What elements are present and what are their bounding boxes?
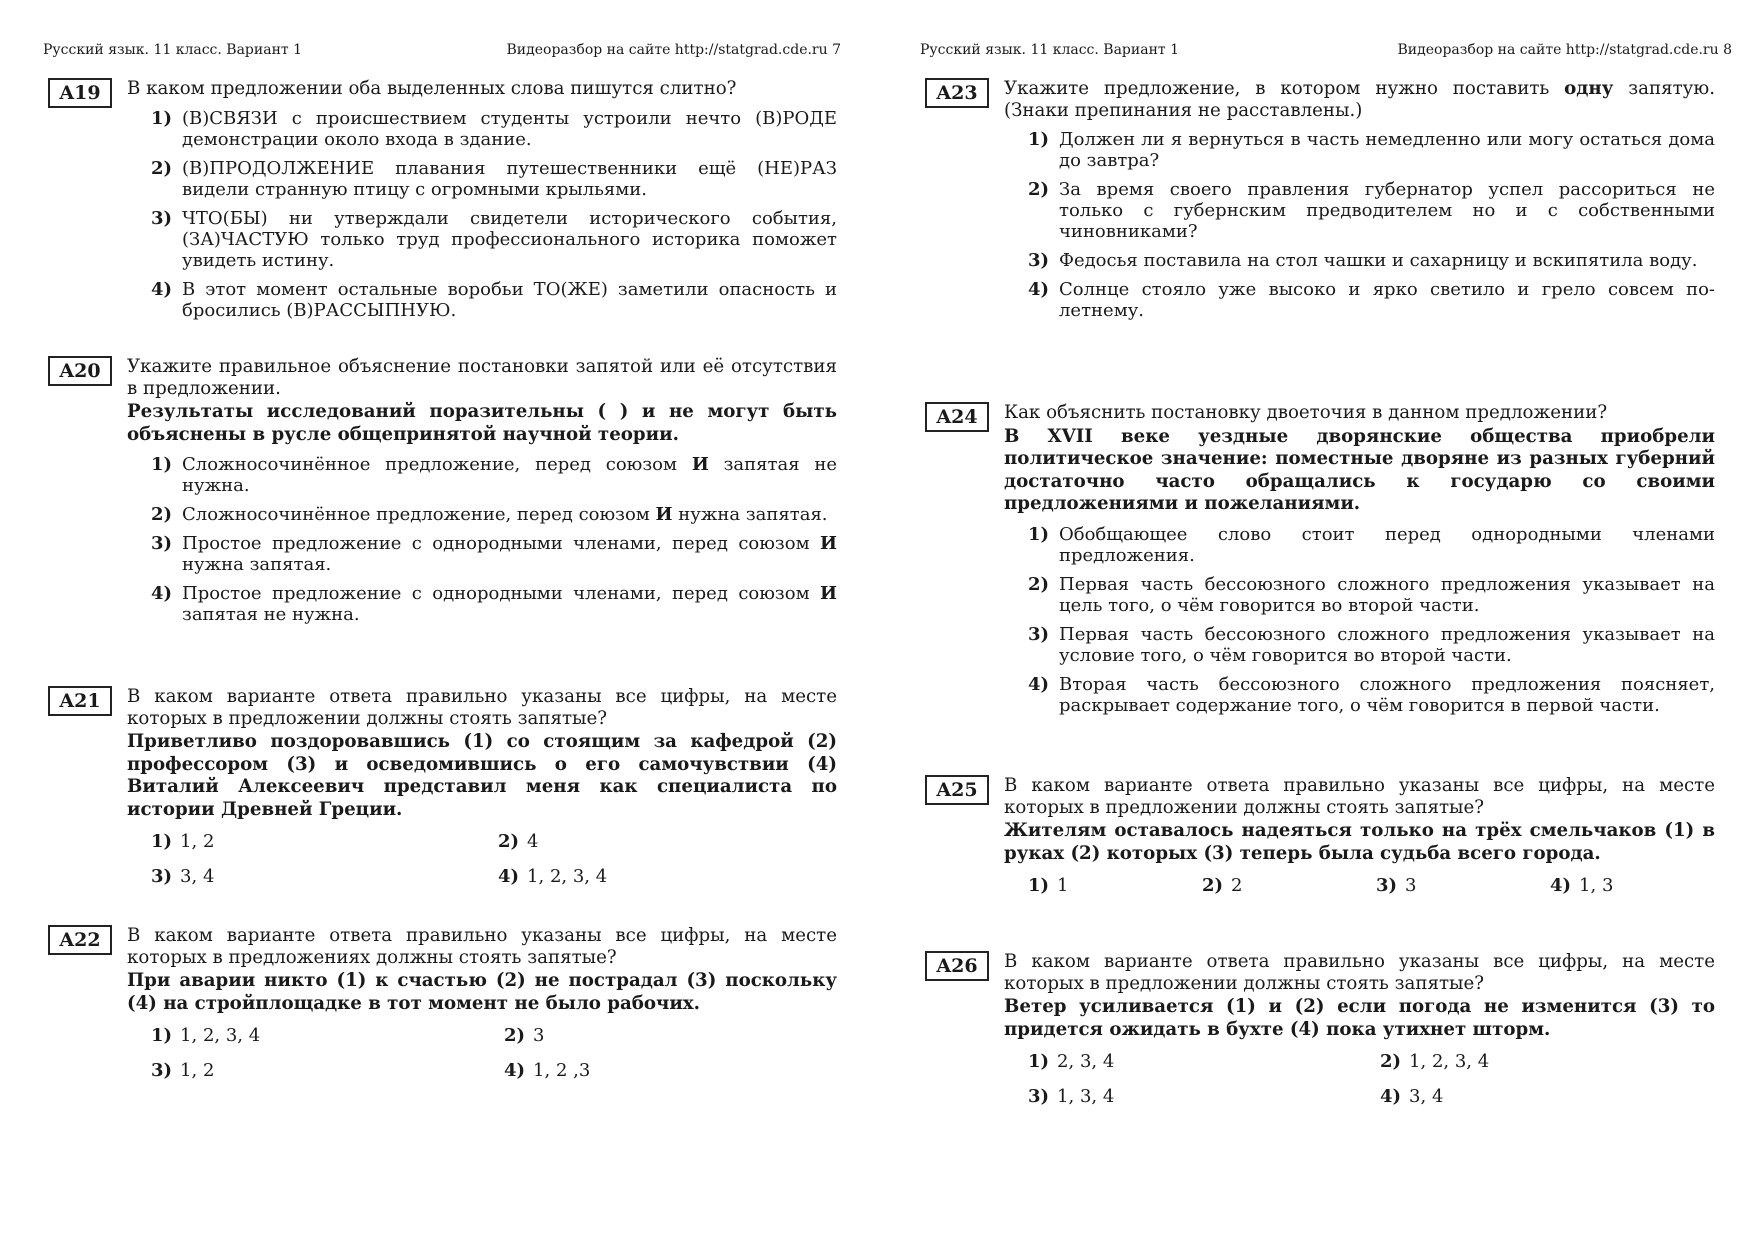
page-right: [877, 0, 1754, 1239]
conjunction: И: [819, 533, 837, 554]
option-number: 4): [1550, 875, 1572, 896]
option-text: 1, 2, 3, 4: [180, 1025, 261, 1046]
question-emphasis: одну: [1564, 78, 1614, 99]
task-a19: [48, 78, 837, 329]
option-text: 4: [527, 831, 539, 852]
sentence-text: В XVII веке уездные дворянские общества приобрели политическое значение: поместные дворяне из разных губерний достаточно часто обращались к государю со своими предложениями и пожеланиями.: [1004, 425, 1715, 514]
task-a25: [925, 775, 1715, 898]
option-text: 1: [1057, 875, 1069, 896]
option-text: 3: [1405, 875, 1417, 896]
option-text: 1, 2, 3, 4: [527, 866, 608, 887]
option-number: 1): [1028, 523, 1050, 545]
option[interactable]: [151, 279, 837, 321]
question-text: Укажите правильное объяснение постановки запятой или её отсутствия в предложении.: [127, 356, 837, 399]
option[interactable]: [151, 108, 837, 150]
option-text: Вторая часть бессоюзного сложного предложения поясняет, раскрывает содержание того, о чём говорится в первой части.: [1059, 673, 1715, 716]
option-text: Должен ли я вернуться в часть немедленно или могу остаться дома до завтра?: [1059, 129, 1715, 171]
answer-option[interactable]: [1380, 1085, 1680, 1109]
task-a24: [925, 402, 1715, 724]
option-text: Простое предложение с однородными членами, перед союзом: [182, 533, 820, 554]
answers-grid: [1028, 1050, 1715, 1109]
answer-option[interactable]: [151, 865, 498, 889]
option-number: 3): [151, 1060, 173, 1081]
option-text: Сложносочинённое предложение, перед союзом: [182, 504, 656, 525]
option-text: Обобщающее слово стоит перед однородными членами предложения.: [1059, 523, 1715, 566]
option[interactable]: [1028, 624, 1715, 666]
option-text: 1, 3: [1579, 875, 1614, 896]
answer-option[interactable]: [1202, 874, 1376, 898]
answer-option[interactable]: [1550, 874, 1680, 898]
answer-option[interactable]: [1376, 874, 1550, 898]
option-text: 3, 4: [1409, 1086, 1444, 1107]
answer-option[interactable]: [151, 830, 498, 854]
option-text: Федосья поставила на стол чашки и сахарницу и вскипятила воду.: [1059, 250, 1698, 271]
question-text: В каком предложении оба выделенных слова пишутся слитно?: [127, 78, 737, 99]
option-number: 3): [1376, 875, 1398, 896]
header-right: Видеоразбор на сайте http://statgrad.cde.ru 7: [506, 42, 841, 58]
option[interactable]: [1028, 674, 1715, 716]
answer-option[interactable]: [1028, 874, 1202, 898]
option-text: Первая часть бессоюзного сложного предложения указывает на цель того, о чём говорится во второй части.: [1059, 573, 1715, 616]
task-a23: [925, 78, 1715, 329]
answer-option[interactable]: [504, 1024, 804, 1048]
option-number: 4): [504, 1060, 526, 1081]
task-label: A25: [925, 775, 989, 805]
options-list: [1028, 129, 1715, 321]
option-number: 2): [151, 504, 173, 525]
option-number: 4): [151, 278, 173, 300]
answers-grid: [151, 830, 837, 889]
task-label: A23: [925, 78, 989, 108]
task-a26: [925, 951, 1715, 1109]
option[interactable]: [1028, 279, 1715, 321]
option-number: 1): [151, 107, 173, 129]
option-text: нужна запятая.: [672, 504, 828, 525]
option-number: 3): [151, 207, 173, 229]
answer-option[interactable]: [1380, 1050, 1680, 1074]
option-text: 3, 4: [180, 866, 215, 887]
option-number: 4): [151, 583, 173, 604]
option-text: (В)ПРОДОЛЖЕНИЕ плавания путешественники ещё (НЕ)РАЗ видели странную птицу с огромными крыльями.: [182, 157, 837, 200]
answers-grid: [1028, 874, 1715, 898]
answer-option[interactable]: [498, 865, 798, 889]
option-number: 3): [1028, 250, 1050, 271]
option-number: 4): [1028, 673, 1050, 695]
option-text: 1, 3, 4: [1057, 1086, 1115, 1107]
option-number: 4): [498, 866, 520, 887]
header-right: Видеоразбор на сайте http://statgrad.cde.ru 8: [1397, 42, 1732, 58]
option[interactable]: [151, 158, 837, 200]
question-text: В каком варианте ответа правильно указаны все цифры, на месте которых в предложении должны стоять запятые?: [1004, 951, 1715, 994]
task-label: A19: [48, 78, 112, 108]
option-text: 2, 3, 4: [1057, 1051, 1115, 1072]
option-text: ЧТО(БЫ) ни утверждали свидетели исторического события, (ЗА)ЧАСТУЮ только труд профессионального историка поможет увидеть истину.: [182, 207, 837, 271]
option[interactable]: [151, 208, 837, 271]
option-text: Сложносочинённое предложение, перед союзом: [182, 454, 692, 475]
conjunction: И: [691, 454, 709, 475]
answer-option[interactable]: [151, 1059, 504, 1083]
option-text: 1, 2: [180, 1060, 215, 1081]
answer-option[interactable]: [504, 1059, 804, 1083]
sentence-text: При аварии никто (1) к счастью (2) не пострадал (3) поскольку (4) на стройплощадке в тот момент не было рабочих.: [127, 970, 837, 1014]
option-number: 2): [1028, 573, 1050, 595]
question-text: [1004, 78, 1715, 121]
question-text-part: Укажите предложение, в котором нужно поставить: [1004, 78, 1565, 99]
option-number: 1): [1028, 875, 1050, 896]
options-list: [1028, 524, 1715, 716]
option-text: 1, 2: [180, 831, 215, 852]
answers-grid: [151, 1024, 837, 1083]
option-number: 1): [151, 1025, 173, 1046]
option-number: 3): [1028, 623, 1050, 645]
option-text: За время своего правления губернатор успел рассориться не только с губернским предводителем но и с собственными чиновниками?: [1059, 179, 1715, 242]
option[interactable]: [151, 454, 837, 496]
option-text: Солнце стояло уже высоко и ярко светило и грело совсем по-летнему.: [1059, 279, 1715, 321]
task-a20: [48, 356, 837, 633]
task-a22: [48, 925, 837, 1083]
question-text-part: запятую. (Знаки препинания не расставлены.): [1004, 78, 1715, 121]
option[interactable]: [1028, 129, 1715, 171]
sentence-text: Результаты исследований поразительны ( ) и не могут быть объяснены в русле общепринятой научной теории.: [127, 401, 837, 445]
option[interactable]: [1028, 524, 1715, 566]
sentence-text: Жителям оставалось надеяться только на трёх смельчаков (1) в руках (2) которых (3) теперь была судьба всего города.: [1004, 820, 1715, 864]
sentence-text: Ветер усиливается (1) и (2) если погода не изменится (3) то придется ожидать в бухте (4) пока утихнет шторм.: [1004, 996, 1715, 1040]
question-text: В каком варианте ответа правильно указаны все цифры, на месте которых в предложениях должны стоять запятые?: [127, 925, 837, 968]
option[interactable]: [151, 533, 837, 575]
option[interactable]: [151, 504, 837, 525]
task-label: A22: [48, 925, 112, 955]
options-list: [151, 454, 837, 625]
options-list: [151, 108, 837, 321]
option-text: 1, 2 ,3: [533, 1060, 591, 1081]
header-left: Русский язык. 11 класс. Вариант 1: [920, 42, 1180, 58]
option-number: 4): [1380, 1086, 1402, 1107]
option-number: 1): [151, 454, 173, 475]
option-number: 2): [151, 157, 173, 179]
option-number: 4): [1028, 279, 1050, 300]
answer-option[interactable]: [498, 830, 798, 854]
answer-option[interactable]: [151, 1024, 504, 1048]
option-text: Простое предложение с однородными членами, перед союзом: [182, 583, 820, 604]
question-text: В каком варианте ответа правильно указаны все цифры, на месте которых в предложении должны стоять запятые?: [127, 686, 837, 729]
question-text: Как объяснить постановку двоеточия в данном предложении?: [1004, 402, 1608, 423]
task-label: A21: [48, 686, 112, 716]
option-number: 2): [504, 1025, 526, 1046]
option-text: 2: [1231, 875, 1243, 896]
option-text: В этот момент остальные воробьи ТО(ЖЕ) заметили опасность и бросились (В)РАССЫПНУЮ.: [182, 278, 837, 321]
option-text: запятая не нужна.: [182, 454, 838, 496]
task-label: A26: [925, 951, 989, 981]
question-text: В каком варианте ответа правильно указаны все цифры, на месте которых в предложении должны стоять запятые?: [1004, 775, 1715, 818]
task-a21: [48, 686, 837, 889]
option-number: 1): [1028, 1051, 1050, 1072]
conjunction: И: [655, 504, 673, 525]
option-text: запятая не нужна.: [182, 604, 360, 625]
option-number: 2): [1202, 875, 1224, 896]
option[interactable]: [1028, 250, 1715, 271]
option-number: 1): [151, 831, 173, 852]
answer-option[interactable]: [1028, 1050, 1380, 1074]
task-label: A20: [48, 356, 112, 386]
sentence-text: Приветливо поздоровавшись (1) со стоящим за кафедрой (2) профессором (3) и осведомившись о его самочувствии (4) Виталий Алексеевич представил меня как специалиста по истории Древней Греции.: [127, 731, 837, 820]
option-text: 3: [533, 1025, 545, 1046]
option-number: 3): [1028, 1086, 1050, 1107]
option[interactable]: [151, 583, 837, 625]
option-number: 3): [151, 866, 173, 887]
option-number: 2): [498, 831, 520, 852]
option-number: 2): [1380, 1051, 1402, 1072]
option-number: 1): [1028, 129, 1050, 150]
answer-option[interactable]: [1028, 1085, 1380, 1109]
option[interactable]: [1028, 179, 1715, 242]
conjunction: И: [819, 583, 837, 604]
header-left: Русский язык. 11 класс. Вариант 1: [43, 42, 303, 58]
option-text: 1, 2, 3, 4: [1409, 1051, 1490, 1072]
option-number: 3): [151, 533, 173, 554]
option-text: (В)СВЯЗИ с происшествием студенты устроили нечто (В)РОДЕ демонстрации около входа в здание.: [182, 107, 837, 150]
option-text: Первая часть бессоюзного сложного предложения указывает на условие того, о чём говорится во второй части.: [1059, 623, 1715, 666]
option[interactable]: [1028, 574, 1715, 616]
option-number: 2): [1028, 179, 1050, 200]
option-text: нужна запятая.: [182, 554, 332, 575]
task-label: A24: [925, 402, 989, 432]
